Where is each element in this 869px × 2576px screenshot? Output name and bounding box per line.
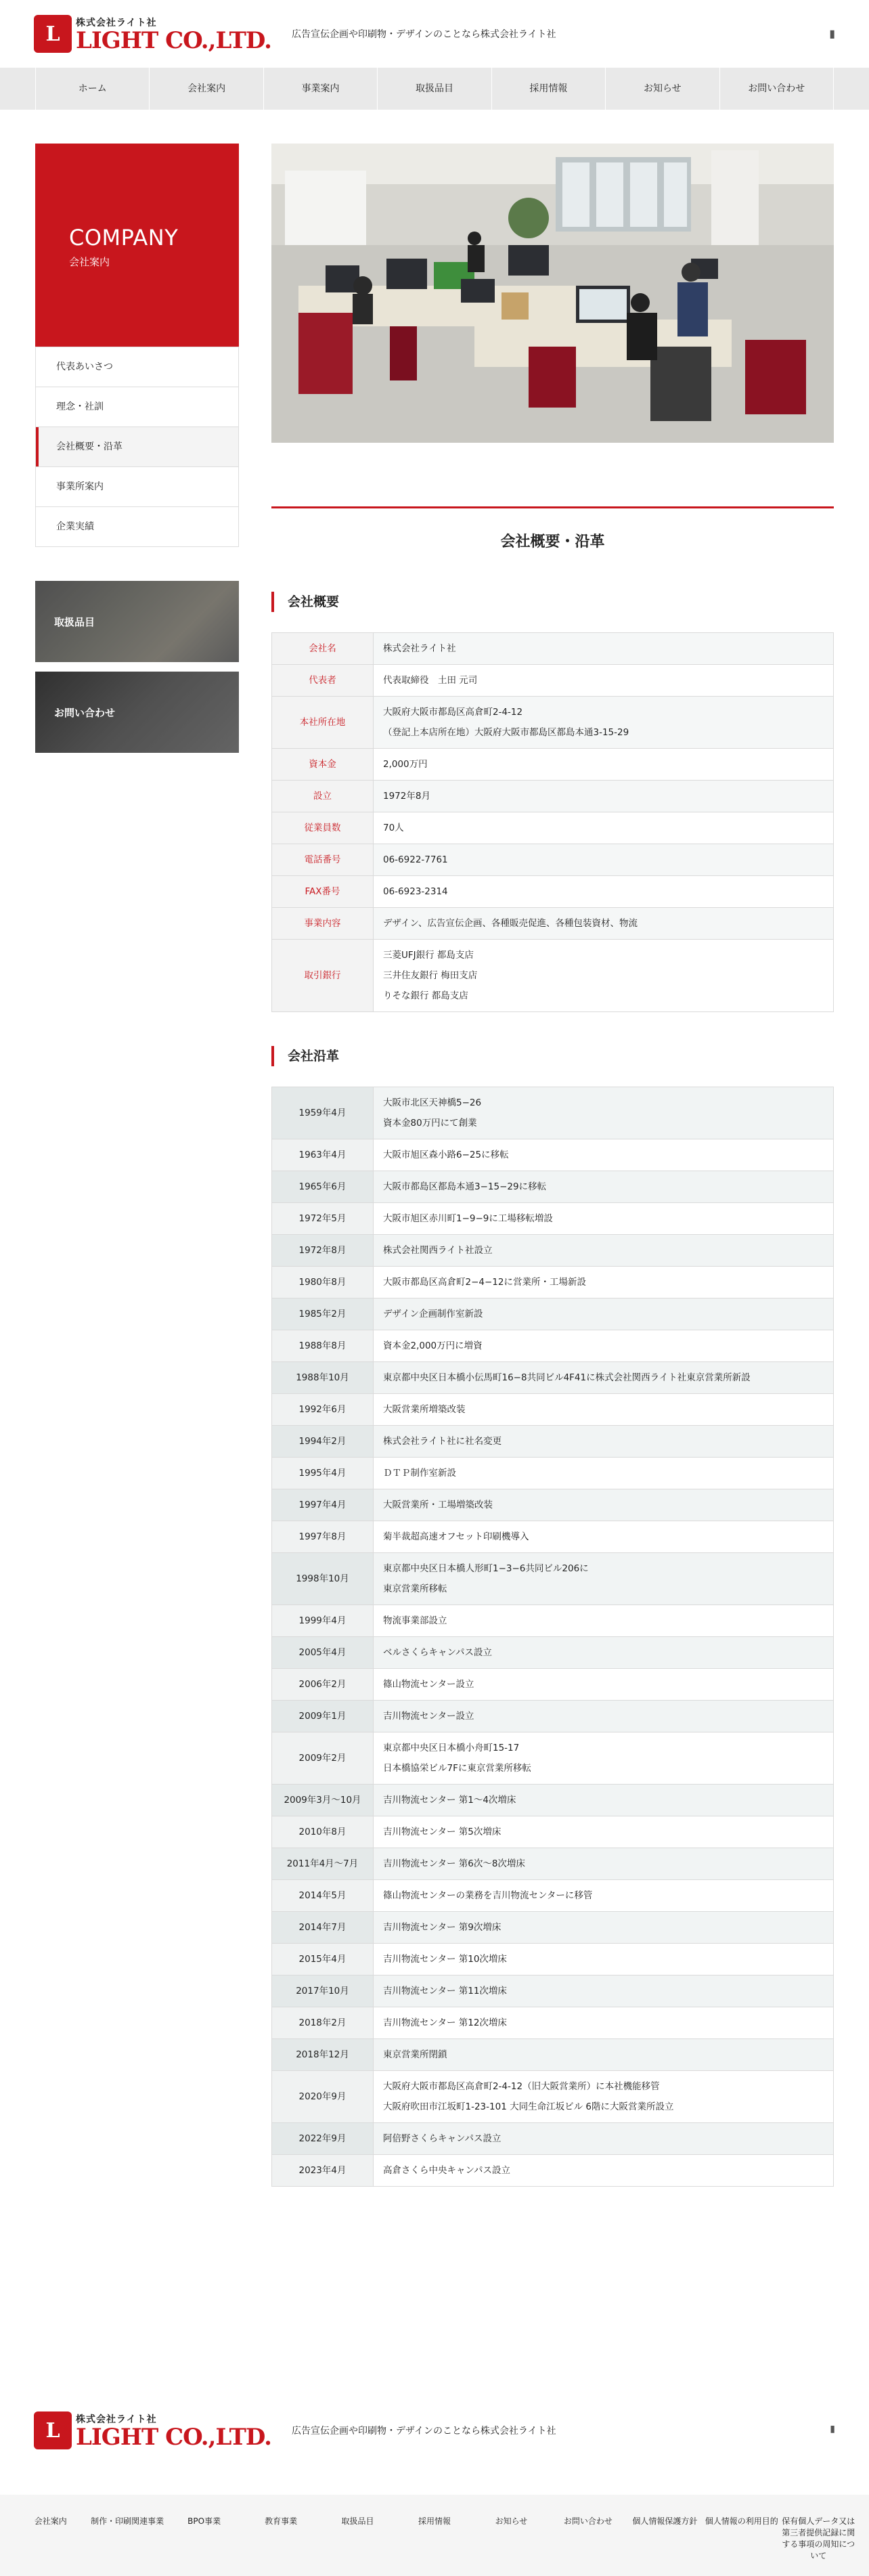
history-row <box>272 2039 834 2071</box>
history-row-value-line: 東京都中央区日本橋小伝馬町16−8共同ビル4F41に株式会社関西ライト社東京営業所新設 <box>383 1372 751 1383</box>
history-row-value <box>374 1785 834 1816</box>
history-row-label: 2006年2月 <box>272 1669 374 1701</box>
history-row-value-line: 阿倍野さくらキャンパス設立 <box>383 2133 502 2144</box>
history-row-label: 2011年4月〜7月 <box>272 1848 374 1880</box>
global-nav-list <box>35 68 834 110</box>
history-row-value-line: 吉川物流センター 第12次増床 <box>383 2017 507 2028</box>
history-row-value <box>374 1816 834 1848</box>
history-row-value <box>374 1203 834 1235</box>
history-row-value-line: 大阪市旭区森小路6−25に移転 <box>383 1150 509 1160</box>
sidebar-menu-item[interactable]: 会社概要・沿革 <box>36 427 238 466</box>
office-photo <box>271 144 834 443</box>
history-row-value <box>374 1848 834 1880</box>
history-row <box>272 1362 834 1394</box>
history-row-value-line: 東京営業所移転 <box>383 1584 447 1594</box>
history-row <box>272 2071 834 2123</box>
logo-mark-icon: L <box>34 2411 72 2449</box>
sidebar-menu-item[interactable]: 代表あいさつ <box>36 347 238 387</box>
history-row-value <box>374 1701 834 1732</box>
banner-products-label: 取扱品目 <box>54 616 95 628</box>
history-row-label: 2022年9月 <box>272 2123 374 2155</box>
history-row <box>272 1489 834 1521</box>
history-row <box>272 1669 834 1701</box>
site-logo[interactable] <box>34 15 271 53</box>
profile-row-label: 本社所在地 <box>272 697 374 749</box>
footer-nav-item[interactable]: 会社案内 <box>34 2516 67 2526</box>
history-row-label: 2009年3月〜10月 <box>272 1785 374 1816</box>
history-row-label: 1980年8月 <box>272 1267 374 1298</box>
profile-row-value <box>374 844 834 876</box>
history-row <box>272 2123 834 2155</box>
history-row-value <box>374 2155 834 2187</box>
footer-tagline: 広告宣伝企画や印刷物・デザインのことなら株式会社ライト社 <box>292 2426 556 2437</box>
history-row-value-line: デザイン企画制作室新設 <box>383 1309 483 1319</box>
history-row-value <box>374 1394 834 1426</box>
history-row-value-line: 大阪市都島区都島本通3−15−29に移転 <box>383 1181 547 1192</box>
profile-row-label: 事業内容 <box>272 908 374 940</box>
history-row-value <box>374 2039 834 2071</box>
profile-row-value-line: りそな銀行 都島支店 <box>383 990 468 1001</box>
history-row-label: 1972年8月 <box>272 1235 374 1267</box>
history-row <box>272 1816 834 1848</box>
profile-row-value-line: 三菱UFJ銀行 都島支店 <box>383 950 474 961</box>
history-row <box>272 1553 834 1605</box>
history-row <box>272 1171 834 1203</box>
history-row-label: 1992年6月 <box>272 1394 374 1426</box>
profile-row-value-line: 2,000万円 <box>383 759 428 770</box>
sidebar-menu <box>35 347 239 547</box>
nav-item[interactable]: ホーム <box>35 68 149 110</box>
history-row-label: 2018年2月 <box>272 2007 374 2039</box>
global-nav <box>0 68 869 110</box>
history-row-value <box>374 2071 834 2123</box>
history-row-value-line: 吉川物流センター 第5次増床 <box>383 1827 502 1837</box>
history-row-label: 2010年8月 <box>272 1816 374 1848</box>
history-row <box>272 1458 834 1489</box>
history-row <box>272 1975 834 2007</box>
history-row <box>272 1637 834 1669</box>
history-row <box>272 1521 834 1553</box>
menu-icon[interactable]: ▮ <box>829 27 835 40</box>
history-row-value-line: 東京営業所閉鎖 <box>383 2049 447 2060</box>
profile-row-value-line: 06-6923-2314 <box>383 886 448 897</box>
history-row-value-line: 大阪営業所増築改装 <box>383 1404 466 1415</box>
sidebar-menu-item[interactable]: 事業所案内 <box>36 466 238 506</box>
history-row <box>272 1848 834 1880</box>
history-row-label: 1994年2月 <box>272 1426 374 1458</box>
profile-row-value <box>374 940 834 1012</box>
history-row-label: 1965年6月 <box>272 1171 374 1203</box>
profile-row-value-line: デザイン、広告宣伝企画、各種販売促進、各種包装資材、物流 <box>383 918 638 929</box>
footer-nav-item[interactable]: お知らせ <box>495 2516 528 2526</box>
profile-row <box>272 633 834 665</box>
logo-mark-icon: L <box>34 15 72 53</box>
history-row-label: 2020年9月 <box>272 2071 374 2123</box>
history-row <box>272 1235 834 1267</box>
profile-row-value-line: 1972年8月 <box>383 791 430 802</box>
history-row <box>272 1732 834 1785</box>
history-row-value-line: 資本金80万円にて創業 <box>383 1118 477 1129</box>
history-row <box>272 1785 834 1816</box>
history-row-value <box>374 1139 834 1171</box>
profile-row <box>272 876 834 908</box>
history-heading: 会社沿革 <box>271 1046 834 1066</box>
history-row-label: 1998年10月 <box>272 1553 374 1605</box>
footer-nav-item[interactable]: 個人情報保護方針 <box>632 2516 698 2526</box>
profile-row <box>272 812 834 844</box>
sidebar-menu-item[interactable]: 理念・社訓 <box>36 387 238 427</box>
history-table <box>271 1087 834 2187</box>
profile-row <box>272 844 834 876</box>
profile-row-value-line: 70人 <box>383 823 404 833</box>
header-tagline: 広告宣伝企画や印刷物・デザインのことなら株式会社ライト社 <box>292 29 556 40</box>
history-row-value <box>374 2007 834 2039</box>
history-row-value-line: 吉川物流センター 第11次増床 <box>383 1986 507 1996</box>
site-footer <box>0 2397 869 2576</box>
profile-row <box>272 908 834 940</box>
profile-row-value <box>374 665 834 697</box>
nav-item[interactable]: お問い合わせ <box>719 68 834 110</box>
nav-item[interactable]: 事業案内 <box>263 68 377 110</box>
history-row-value <box>374 1298 834 1330</box>
history-row-value-line: 株式会社関西ライト社設立 <box>383 1245 493 1256</box>
history-row <box>272 2155 834 2187</box>
logo-company-en: LIGHT CO.,LTD. <box>76 27 272 54</box>
history-row-value-line: 高倉さくら中央キャンパス設立 <box>383 2165 511 2176</box>
history-row-value <box>374 1521 834 1553</box>
profile-row <box>272 781 834 812</box>
footer-logo[interactable] <box>34 2411 271 2449</box>
history-row <box>272 1944 834 1975</box>
history-row <box>272 1701 834 1732</box>
history-row-value <box>374 1553 834 1605</box>
history-row-value <box>374 1087 834 1139</box>
history-row-label: 2018年12月 <box>272 2039 374 2071</box>
profile-row-value <box>374 812 834 844</box>
history-row-value-line: 物流事業部設立 <box>383 1615 447 1626</box>
history-row-value <box>374 1489 834 1521</box>
content <box>271 144 834 2187</box>
history-row-value <box>374 1944 834 1975</box>
history-row-value-line: 吉川物流センター設立 <box>383 1711 474 1722</box>
profile-row-label: 資本金 <box>272 749 374 781</box>
history-row-value <box>374 1732 834 1785</box>
history-row-value-line: 日本橋協栄ビル7Fに東京営業所移転 <box>383 1763 531 1774</box>
footer-nav-item[interactable]: 個人情報の利用目的 <box>705 2516 778 2526</box>
history-row-label: 1999年4月 <box>272 1605 374 1637</box>
banner-contact-label: お問い合わせ <box>54 707 116 719</box>
history-row-value-line: 吉川物流センター 第1〜4次増床 <box>383 1795 516 1806</box>
main-area <box>35 144 834 2187</box>
logo-company-ja: 株式会社ライト社 <box>76 2414 157 2425</box>
history-row-label: 2015年4月 <box>272 1944 374 1975</box>
profile-row <box>272 940 834 1012</box>
profile-heading: 会社概要 <box>271 592 834 612</box>
nav-item[interactable]: 採用情報 <box>491 68 605 110</box>
banner-products[interactable] <box>35 581 239 662</box>
nav-item[interactable]: 会社案内 <box>149 68 263 110</box>
history-row-value-line: 資本金2,000万円に増資 <box>383 1340 483 1351</box>
history-row-label: 1988年10月 <box>272 1362 374 1394</box>
profile-table <box>271 632 834 1012</box>
profile-row-label: FAX番号 <box>272 876 374 908</box>
history-row-label: 1985年2月 <box>272 1298 374 1330</box>
footer-nav-item[interactable]: 教育事業 <box>265 2516 298 2526</box>
footer-nav-item[interactable]: 採用情報 <box>418 2516 451 2526</box>
profile-row-value-line: 代表取締役 土田 元司 <box>383 675 478 686</box>
history-row <box>272 2007 834 2039</box>
history-row-label: 2009年2月 <box>272 1732 374 1785</box>
sidebar-menu-item[interactable]: 企業実績 <box>36 506 238 546</box>
site-header <box>0 0 869 68</box>
footer-top <box>0 2397 869 2464</box>
history-row-value <box>374 1426 834 1458</box>
logo-text <box>76 16 271 52</box>
history-row-value <box>374 1669 834 1701</box>
history-row <box>272 1267 834 1298</box>
history-row-value-line: 東京都中央区日本橋人形町1−3−6共同ビル206に <box>383 1563 589 1574</box>
history-row <box>272 1203 834 1235</box>
history-row-value <box>374 1458 834 1489</box>
history-row-label: 1972年5月 <box>272 1203 374 1235</box>
history-row-value-line: 吉川物流センター 第10次増床 <box>383 1954 507 1965</box>
profile-row-value <box>374 633 834 665</box>
profile-row-label: 会社名 <box>272 633 374 665</box>
history-row <box>272 1394 834 1426</box>
profile-row-value-line: 株式会社ライト社 <box>383 643 456 654</box>
history-row-value <box>374 1235 834 1267</box>
history-row-value-line: 大阪市都島区高倉町2−4−12に営業所・工場新設 <box>383 1277 586 1288</box>
profile-row-label: 設立 <box>272 781 374 812</box>
profile-row-value-line: （登記上本店所在地）大阪府大阪市都島区都島本通3-15-29 <box>383 727 629 738</box>
history-row-value <box>374 1267 834 1298</box>
footer-nav-item[interactable]: 取扱品目 <box>341 2516 374 2526</box>
history-row-value <box>374 1912 834 1944</box>
history-row-value <box>374 1637 834 1669</box>
footer-nav-item[interactable]: BPO事業 <box>187 2516 221 2526</box>
profile-row-value <box>374 876 834 908</box>
history-row-value <box>374 1171 834 1203</box>
history-row-label: 1997年4月 <box>272 1489 374 1521</box>
history-row-value-line: 大阪市旭区赤川町1−9−9に工場移転増設 <box>383 1213 553 1224</box>
history-row-value <box>374 2123 834 2155</box>
profile-row <box>272 749 834 781</box>
sidebar-hero-title: COMPANY <box>69 225 179 250</box>
history-row-value-line: 吉川物流センター 第9次増床 <box>383 1922 502 1933</box>
history-row-label: 1995年4月 <box>272 1458 374 1489</box>
history-row <box>272 1912 834 1944</box>
nav-item[interactable]: 取扱品目 <box>377 68 491 110</box>
logo-company-ja: 株式会社ライト社 <box>76 18 157 28</box>
profile-row-value-line: 三井住友銀行 梅田支店 <box>383 970 478 981</box>
profile-row <box>272 697 834 749</box>
footer-nav-item[interactable]: お問い合わせ <box>563 2516 612 2526</box>
history-row-label: 1988年8月 <box>272 1330 374 1362</box>
history-row-value-line: ＤＴＰ制作室新設 <box>383 1468 456 1479</box>
profile-row-value-line: 06-6922-7761 <box>383 854 448 865</box>
page-title-block <box>271 506 834 551</box>
history-row-label: 2014年5月 <box>272 1880 374 1912</box>
footer-nav-item[interactable]: 保有個人データ又は第三者提供記録に関する事項の周知について <box>782 2516 855 2560</box>
history-row-value-line: 菊半裁超高速オフセット印刷機導入 <box>383 1531 529 1542</box>
history-row-value-line: ベルさくらキャンパス設立 <box>383 1647 493 1658</box>
profile-row-value <box>374 749 834 781</box>
history-row-value-line: 大阪府吹田市江坂町1-23-101 大同生命江坂ビル 6階に大阪営業所設立 <box>383 2101 674 2112</box>
history-row <box>272 1298 834 1330</box>
history-row-label: 1963年4月 <box>272 1139 374 1171</box>
profile-row-value <box>374 908 834 940</box>
history-row-value-line: 大阪市北区天神橋5−26 <box>383 1097 482 1108</box>
history-row-value <box>374 1605 834 1637</box>
history-row-value <box>374 1975 834 2007</box>
profile-row-value-line: 大阪府大阪市都島区高倉町2-4-12 <box>383 707 523 718</box>
history-row <box>272 1087 834 1139</box>
history-row-label: 2005年4月 <box>272 1637 374 1669</box>
history-row-label: 2014年7月 <box>272 1912 374 1944</box>
page-title: 会社概要・沿革 <box>500 533 605 550</box>
logo-text <box>76 2412 271 2449</box>
profile-row-value <box>374 697 834 749</box>
history-row-label: 2009年1月 <box>272 1701 374 1732</box>
profile-row-label: 従業員数 <box>272 812 374 844</box>
office-photo-illustration <box>271 144 834 443</box>
history-row-value-line: 大阪府大阪市都島区高倉町2-4-12（旧大阪営業所）に本社機能移管 <box>383 2081 660 2092</box>
history-row-value-line: 株式会社ライト社に社名変更 <box>383 1436 502 1447</box>
sidebar-hero <box>35 144 239 347</box>
logo-company-en: LIGHT CO.,LTD. <box>76 2424 272 2451</box>
history-row-value-line: 東京都中央区日本橋小舟町15-17 <box>383 1743 520 1753</box>
nav-item[interactable]: お知らせ <box>605 68 719 110</box>
sidebar-hero-subtitle: 会社案内 <box>69 256 110 268</box>
profile-row-label: 代表者 <box>272 665 374 697</box>
history-row <box>272 1330 834 1362</box>
footer-nav <box>0 2495 869 2576</box>
history-row-value-line: 吉川物流センター 第6次〜8次増床 <box>383 1858 525 1869</box>
history-row-label: 1997年8月 <box>272 1521 374 1553</box>
banner-contact[interactable] <box>35 672 239 753</box>
history-row-value-line: 篠山物流センターの業務を吉川物流センターに移管 <box>383 1890 593 1901</box>
history-row-label: 1959年4月 <box>272 1087 374 1139</box>
sidebar <box>35 144 239 2187</box>
profile-row-label: 取引銀行 <box>272 940 374 1012</box>
history-row-value <box>374 1362 834 1394</box>
history-row <box>272 1880 834 1912</box>
history-row-value-line: 篠山物流センター設立 <box>383 1679 474 1690</box>
history-row-value <box>374 1330 834 1362</box>
history-row <box>272 1605 834 1637</box>
profile-row <box>272 665 834 697</box>
history-row <box>272 1426 834 1458</box>
profile-row-value <box>374 781 834 812</box>
history-row-value <box>374 1880 834 1912</box>
history-row-label: 2017年10月 <box>272 1975 374 2007</box>
profile-row-label: 電話番号 <box>272 844 374 876</box>
footer-nav-item[interactable]: 制作・印刷関連事業 <box>91 2516 164 2526</box>
history-row <box>272 1139 834 1171</box>
menu-icon[interactable]: ▮ <box>830 2424 835 2435</box>
history-row-value-line: 大阪営業所・工場増築改装 <box>383 1500 493 1510</box>
history-row-label: 2023年4月 <box>272 2155 374 2187</box>
